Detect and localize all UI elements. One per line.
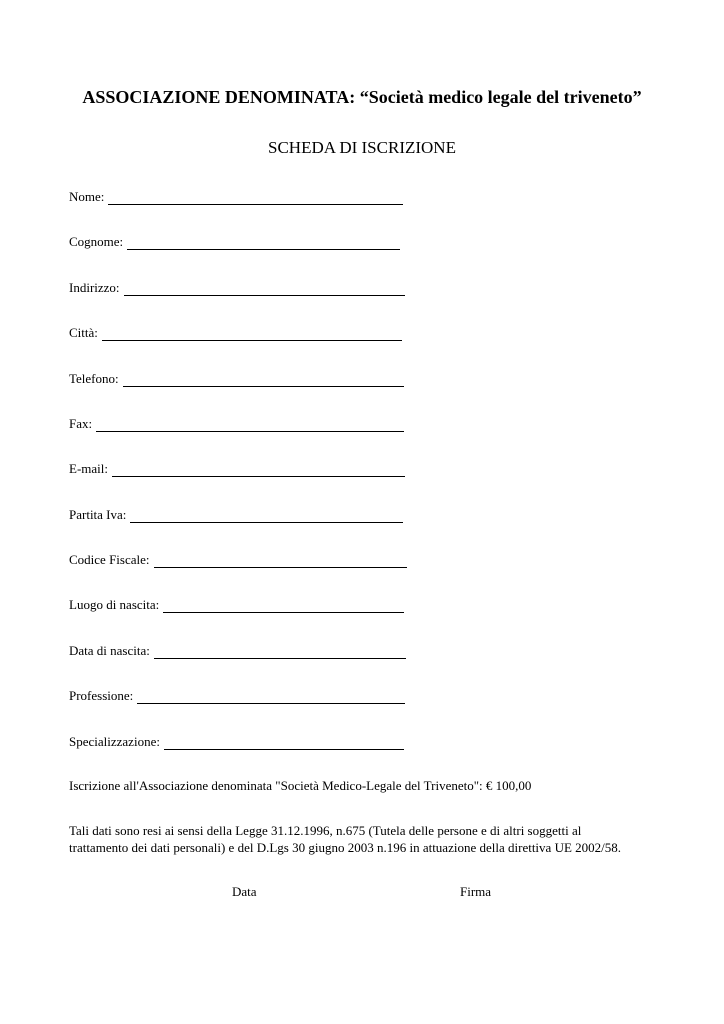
field-label: Telefono:	[69, 371, 119, 386]
field-cognome	[69, 234, 400, 252]
field-email	[69, 461, 405, 479]
field-partita-iva	[69, 507, 403, 525]
field-specializzazione-line[interactable]	[164, 736, 404, 750]
field-luogo-nascita	[69, 597, 404, 615]
field-partita-iva-line[interactable]	[130, 509, 403, 523]
field-nome	[69, 189, 403, 207]
field-fax-line[interactable]	[96, 418, 404, 432]
field-label: Specializzazione:	[69, 734, 160, 749]
document-title: ASSOCIAZIONE DENOMINATA: “Società medico legale del triveneto”	[82, 87, 642, 107]
field-indirizzo	[69, 280, 405, 298]
field-label: Data di nascita:	[69, 643, 150, 658]
fee-statement: Iscrizione all'Associazione denominata "Società Medico-Legale del Triveneto": € 100,00	[69, 778, 532, 793]
field-label: Codice Fiscale:	[69, 552, 150, 567]
field-label: E-mail:	[69, 461, 108, 476]
field-telefono	[69, 371, 404, 389]
field-label: Professione:	[69, 688, 134, 703]
field-codice-fiscale-line[interactable]	[154, 554, 407, 568]
field-label: Città:	[69, 325, 98, 340]
date-label: Data	[232, 884, 257, 899]
field-label: Indirizzo:	[69, 280, 120, 295]
form-subtitle: SCHEDA DI ISCRIZIONE	[268, 138, 456, 157]
field-citta	[69, 325, 402, 343]
privacy-notice-line-1: Tali dati sono resi ai sensi della Legge 31.12.1996, n.675 (Tutela delle persone e di altri soggetti al	[69, 823, 582, 838]
field-citta-line[interactable]	[102, 327, 402, 341]
signature-label: Firma	[460, 884, 492, 899]
field-data-nascita-line[interactable]	[154, 645, 406, 659]
field-label: Fax:	[69, 416, 93, 431]
field-telefono-line[interactable]	[123, 373, 404, 387]
field-luogo-nascita-line[interactable]	[163, 599, 404, 613]
field-cognome-line[interactable]	[127, 236, 400, 250]
field-professione-line[interactable]	[137, 690, 405, 704]
field-codice-fiscale	[69, 552, 407, 570]
field-specializzazione	[69, 734, 404, 752]
field-data-nascita	[69, 643, 406, 661]
field-professione	[69, 688, 405, 706]
field-indirizzo-line[interactable]	[124, 282, 405, 296]
field-label: Partita Iva:	[69, 507, 127, 522]
privacy-notice-line-2: trattamento dei dati personali) e del D.Lgs 30 giugno 2003 n.196 in attuazione della direttiva UE 2002/58.	[69, 840, 622, 855]
field-label: Luogo di nascita:	[69, 597, 160, 612]
field-fax	[69, 416, 404, 434]
field-label: Cognome:	[69, 234, 124, 249]
field-nome-line[interactable]	[108, 191, 403, 205]
field-email-line[interactable]	[112, 463, 405, 477]
field-label: Nome:	[69, 189, 105, 204]
